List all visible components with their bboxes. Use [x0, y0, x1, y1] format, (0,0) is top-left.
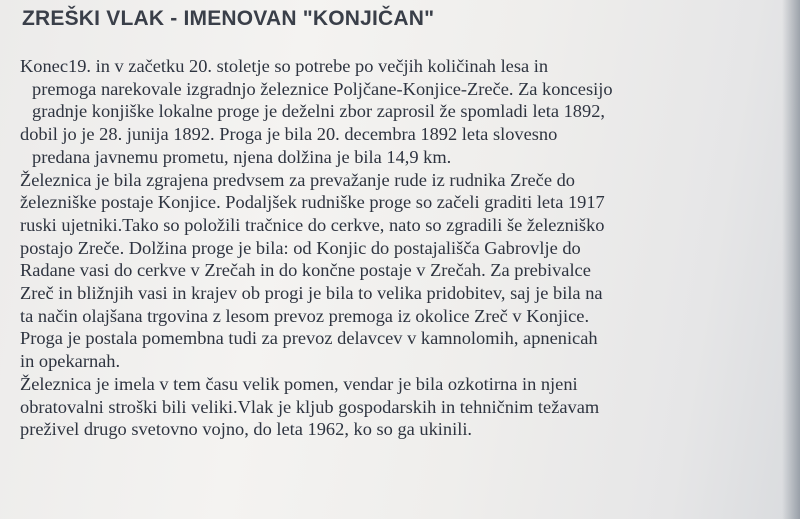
text-line: ta način olajšana trgovina z lesom prevoz premoga iz okolice Zreč v Konjice. — [20, 305, 590, 326]
text-line: dobil jo je 28. junija 1892. Proga je bila 20. decembra 1892 leta slovesno — [20, 124, 558, 145]
text-line: Zreč in bližnjih vasi in krajev ob progi je bila to velika pridobitev, saj je bila na — [20, 283, 603, 304]
text-line: in opekarnah. — [20, 351, 121, 372]
text-line: Železnica je imela v tem času velik pomen, vendar je bila ozkotirna in njeni — [20, 373, 578, 394]
sign-title: ZREŠKI VLAK - IMENOVAN "KONJIČAN" — [22, 7, 435, 30]
text-line: ruski ujetniki.Tako so položili tračnice do cerkve, nato so zgradili še železniško — [20, 214, 605, 235]
text-line: predana javnemu prometu, njena dolžina je bila 14,9 km. — [32, 146, 452, 167]
sign-body-text — [20, 55, 780, 441]
text-line: železniške postaje Konjice. Podaljšek rudniške proge so začeli graditi leta 1917 — [20, 192, 605, 213]
text-line: Železnica je bila zgrajena predvsem za prevažanje rude iz rudnika Zreče do — [20, 169, 575, 190]
text-line: preživel drugo svetovno vojno, do leta 1962, ko so ga ukinili. — [20, 419, 473, 440]
text-line: gradnje konjiške lokalne proge je deželni zbor zaprosil že spomladi leta 1892, — [32, 101, 605, 122]
text-line: Konec19. in v začetku 20. stoletje so potrebe po večjih količinah lesa in — [20, 56, 549, 76]
text-line: Radane vasi do cerkve v Zrečah in do končne postaje v Zrečah. Za prebivalce — [20, 260, 591, 281]
text-line: obratovalni stroški bili veliki.Vlak je kljub gospodarskih in tehničnim težavam — [20, 396, 600, 417]
text-line: postajo Zreče. Dolžina proge je bila: od Konjic do postajališča Gabrovlje do — [20, 237, 581, 258]
text-line: premoga narekovale izgradnjo železnice Poljčane-Konjice-Zreče. Za koncesijo — [32, 78, 613, 99]
text-line: Proga je postala pomembna tudi za prevoz delavcev v kamnolomih, apnenicah — [20, 328, 598, 349]
